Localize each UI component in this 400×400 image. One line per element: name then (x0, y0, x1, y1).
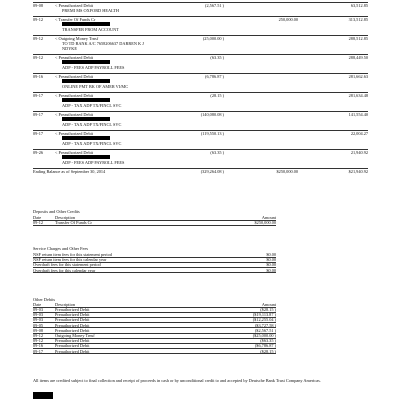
tx-balance: 141,554.40 (348, 112, 368, 117)
tx-debit: (6,786.87 ) (205, 74, 224, 79)
debit-description: Preauthorized Debit (55, 307, 90, 312)
debit-date: 09-05 (33, 322, 44, 328)
deposit-date: 09-12 (33, 220, 44, 225)
tx-date: 09-26 (33, 150, 44, 155)
tx-date: 09-08 (33, 3, 44, 8)
debit-description: Preauthorized Debit (55, 327, 90, 333)
tx-note: ADP - FEES ADP PAYROLL FEES (62, 160, 125, 165)
tx-debit: (63.35 ) (210, 55, 224, 60)
redaction-bar (62, 136, 110, 140)
tx-description: < Preauthorized Debit (55, 74, 93, 79)
tx-debit: (25,000.00 ) (202, 36, 224, 41)
deposit-description: Transfer Of Funds Cr (55, 220, 92, 225)
deposit-amount: $250,000.00 (254, 220, 276, 225)
debit-date: 09-16 (33, 343, 44, 349)
tx-debit: (2,567.51 ) (205, 3, 224, 8)
ending-debits: (329,264.08 ) (200, 169, 224, 174)
debit-amount: ($28.15 ) (260, 307, 276, 312)
service-fee-label: Overdraft fees for this calendar year (33, 267, 96, 273)
deposits-header-amount: Amount (261, 215, 276, 220)
tx-note: NDYKE (62, 46, 78, 51)
tx-balance: 22,004.27 (350, 131, 368, 136)
tx-balance: 313,512.85 (348, 17, 368, 22)
debit-amount: ($6,786.87 ) (254, 343, 276, 349)
ending-credits: $250,000.00 (276, 169, 298, 174)
debit-description: Preauthorized Debit (55, 348, 90, 354)
tx-balance: 63,512.85 (350, 3, 368, 8)
tx-note: ADP - FEES ADP PAYROLL FEES (62, 65, 125, 70)
service-fee-label: NSF return item fees for this statement period (33, 252, 112, 257)
tx-date: 09-17 (33, 93, 44, 98)
tx-balance: 281,662.63 (348, 74, 368, 79)
tx-date: 09-12 (33, 36, 44, 41)
debit-date: 09-12 (33, 333, 44, 338)
debit-amount: ($12,255.04 ) (252, 317, 276, 323)
service-fee-label: Overdraft fees for this statement period (33, 262, 101, 268)
debits-header-date: Date (33, 302, 42, 307)
debit-amount: ($28.15 ) (260, 348, 276, 354)
service-title: Service Charges and Other Fees (33, 246, 89, 251)
tx-note: TO TD BANK A/C 7658206637 DARREN K J (62, 41, 144, 46)
debit-description: Preauthorized Debit (55, 312, 90, 318)
ending-balance: $21,940.92 (348, 169, 368, 174)
service-row-rule (33, 272, 276, 273)
service-fee-amount: $0.00 (266, 257, 276, 263)
tx-debit: (63.35 ) (210, 150, 224, 155)
debits-title: Other Debits (33, 297, 56, 302)
tx-balance: 21,940.92 (350, 150, 368, 155)
tx-description: < Transfer Of Funds Cr (55, 17, 96, 22)
deposit-row-rule (33, 225, 276, 226)
tx-balance: 281,634.48 (348, 93, 368, 98)
debit-description: Preauthorized Debit (55, 322, 90, 328)
redaction-bar (62, 155, 110, 159)
ending-balance-label: Ending Balance as of September 30, 2014 (33, 169, 106, 174)
tx-description: < Outgoing Money Trnsf (55, 36, 99, 41)
debit-date: 09-17 (33, 348, 44, 354)
debit-date: 09-03 (33, 317, 44, 323)
service-fee-amount: $0.00 (266, 262, 276, 268)
tx-date: 09-16 (33, 74, 44, 79)
debit-date: 09-12 (33, 338, 44, 344)
redaction-bar (62, 98, 110, 102)
tx-note: ADP - TAX ADP TX/FINCL SVC (62, 141, 122, 146)
debit-amount: ($3,727.58 ) (254, 322, 276, 328)
tx-note: ONLINE PMT BK OF AMER VI/MC (62, 84, 129, 89)
deposits-header-description: Description (55, 215, 76, 220)
tx-note: TRANSFER FROM ACCOUNT (62, 27, 119, 32)
tx-description: < Preauthorized Debit (55, 55, 93, 60)
debit-date: 09-08 (33, 327, 44, 333)
service-fee-amount: $0.00 (266, 252, 276, 257)
tx-debit: (28.15 ) (210, 93, 224, 98)
tx-balance: 288,449.50 (348, 55, 368, 60)
tx-note: PREMI MS OXFORD HEALTH (62, 8, 120, 13)
tx-description: < Preauthorized Debit (55, 93, 93, 98)
tx-description: < Preauthorized Debit (55, 3, 93, 8)
service-fee-label: NSF return item fees for this calendar year (33, 257, 107, 263)
redaction-bar (62, 22, 110, 26)
debits-header-amount: Amount (261, 302, 276, 307)
redaction-bar (62, 60, 110, 64)
tx-description: < Preauthorized Debit (55, 131, 93, 136)
redaction-bar (62, 117, 110, 121)
tx-date: 09-17 (33, 112, 44, 117)
debit-amount: ($63.35 ) (260, 338, 276, 344)
debit-description: Outgoing Money Trnsf (55, 333, 95, 338)
debit-amount: ($2,567.51 ) (254, 327, 276, 333)
debits-header-description: Description (55, 302, 76, 307)
debit-amount: ($25,000.00 ) (252, 333, 276, 338)
tx-note: ADP - TAX ADP TX/FINCL SVC (62, 103, 122, 108)
debit-row-rule (33, 353, 276, 354)
tx-debit: (119,550.13 ) (200, 131, 224, 136)
debit-date: 09-03 (33, 307, 44, 312)
deposits-header-date: Date (33, 215, 42, 220)
tx-debit: (140,080.08 ) (200, 112, 224, 117)
tx-description: < Preauthorized Debit (55, 112, 93, 117)
tx-description: < Preauthorized Debit (55, 150, 93, 155)
deposits-title: Deposits and Other Credits (33, 209, 80, 214)
tx-date: 09-12 (33, 55, 44, 60)
tx-date: 09-12 (33, 17, 44, 22)
tx-credit: 250,000.00 (278, 17, 298, 22)
debit-description: Preauthorized Debit (55, 338, 90, 344)
footer-disclaimer: All items are credited subject to final collection and receipt of proceeds in cash or by unconditional credit to and accepted by Deutsche Bank Trust Company Americas. (33, 378, 321, 383)
service-fee-amount: $0.00 (266, 267, 276, 273)
tx-date: 09-17 (33, 131, 44, 136)
debit-description: Preauthorized Debit (55, 343, 90, 349)
debit-amount: ($19,113.87 ) (252, 312, 276, 318)
tx-note: ADP - TAX ADP TX/FINCL SVC (62, 122, 122, 127)
debit-date: 09-03 (33, 312, 44, 318)
debit-description: Preauthorized Debit (55, 317, 90, 323)
redaction-bar (33, 392, 53, 399)
tx-balance: 288,512.85 (348, 36, 368, 41)
redaction-bar (62, 79, 110, 83)
